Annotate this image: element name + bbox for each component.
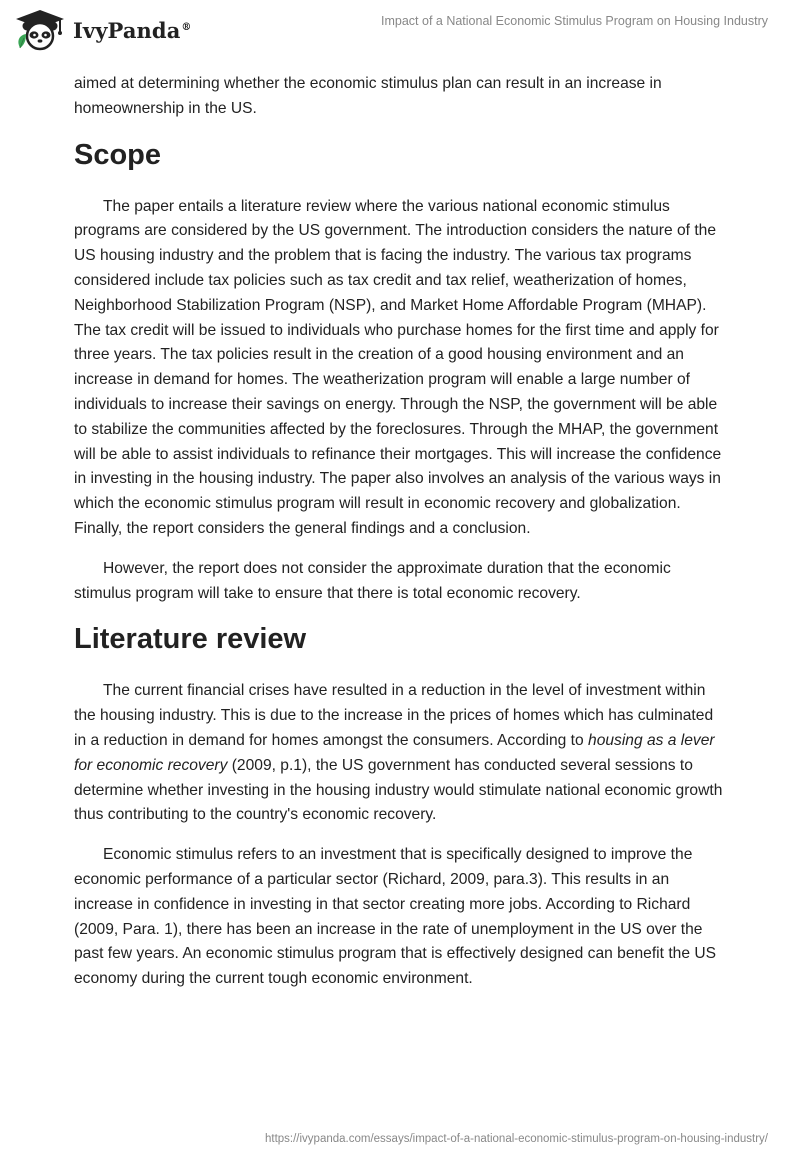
document-title: Impact of a National Economic Stimulus Program on Housing Industry [381,14,768,28]
literature-p1-text-a: The current financial crises have resulted in a reduction in the level of investment within the housing industry. This is due to the increase in the prices of homes which has culminated in a reduction in demand for homes amongst the consumers. According to [74,682,714,749]
brand-text: IvyPanda [73,17,181,43]
page-header [0,0,800,64]
panda-graduate-icon [14,8,66,52]
brand-name [73,18,192,43]
literature-paragraph-1 [74,679,726,828]
cited-title: housing as a lever for economic recovery [74,731,715,774]
source-url[interactable]: https://ivypanda.com/essays/impact-of-a-national-economic-stimulus-program-on-housing-industry/ [264,1133,768,1145]
essay-content [74,72,726,1007]
literature-paragraph-2: Economic stimulus refers to an investment that is specifically designed to improve the economic performance of a particular sector (Richard, 2009, para.3). This results in an increase in confidence in investing in that sector creating more jobs. According to Richard (2009, Para. 1), there has been an increase in the rate of unemployment in the US over the past few years. An economic stimulus program that is effectively designed can benefit the US economy during the current tough economic environment. [74,846,716,988]
intro-paragraph: aimed at determining whether the economic stimulus plan can result in an increase in homeownership in the US. [74,75,662,117]
literature-review-heading: Literature review [74,623,307,656]
scope-paragraph-2: However, the report does not consider the approximate duration that the economic stimulus program will take to ensure that there is total economic recovery. [74,559,671,602]
literature-p1-text-b: (2009, p.1), the US government has conducted several sessions to determine whether investing in the housing industry would stimulate national economic growth thus contributing to the country's economic recovery. [74,756,723,824]
scope-heading: Scope [74,138,162,171]
scope-paragraph-1: The paper entails a literature review where the various national economic stimulus programs are considered by the US government. The introduction considers the nature of the US housing industry and the problem that is facing the industry. The various tax programs considered include tax policies such as tax credit and tax relief, weatherization of homes, Neighborhood Stabilization Program (NSP), and Market Home Affordable Program (MHAP). The tax credit will be issued to individuals who purchase homes for the first time and apply for three years. The tax policies result in the creation of a good housing environment and an increase in demand for homes. The weatherization program will enable a large number of individuals to increase their savings on energy. Through the NSP, the government will be able to stabilize the communities affected by the foreclosures. Through the MHAP, the government will be able to assist individuals to refinance their mortgages. This will increase the confidence in investing in the housing industry. The paper also involves an analysis of the various ways in which the economic stimulus program will result in economic recovery and globalization. Finally, the report considers the general findings and a conclusion. [74,197,722,537]
registered-mark: ® [181,21,192,33]
ivypanda-logo[interactable] [14,8,192,52]
